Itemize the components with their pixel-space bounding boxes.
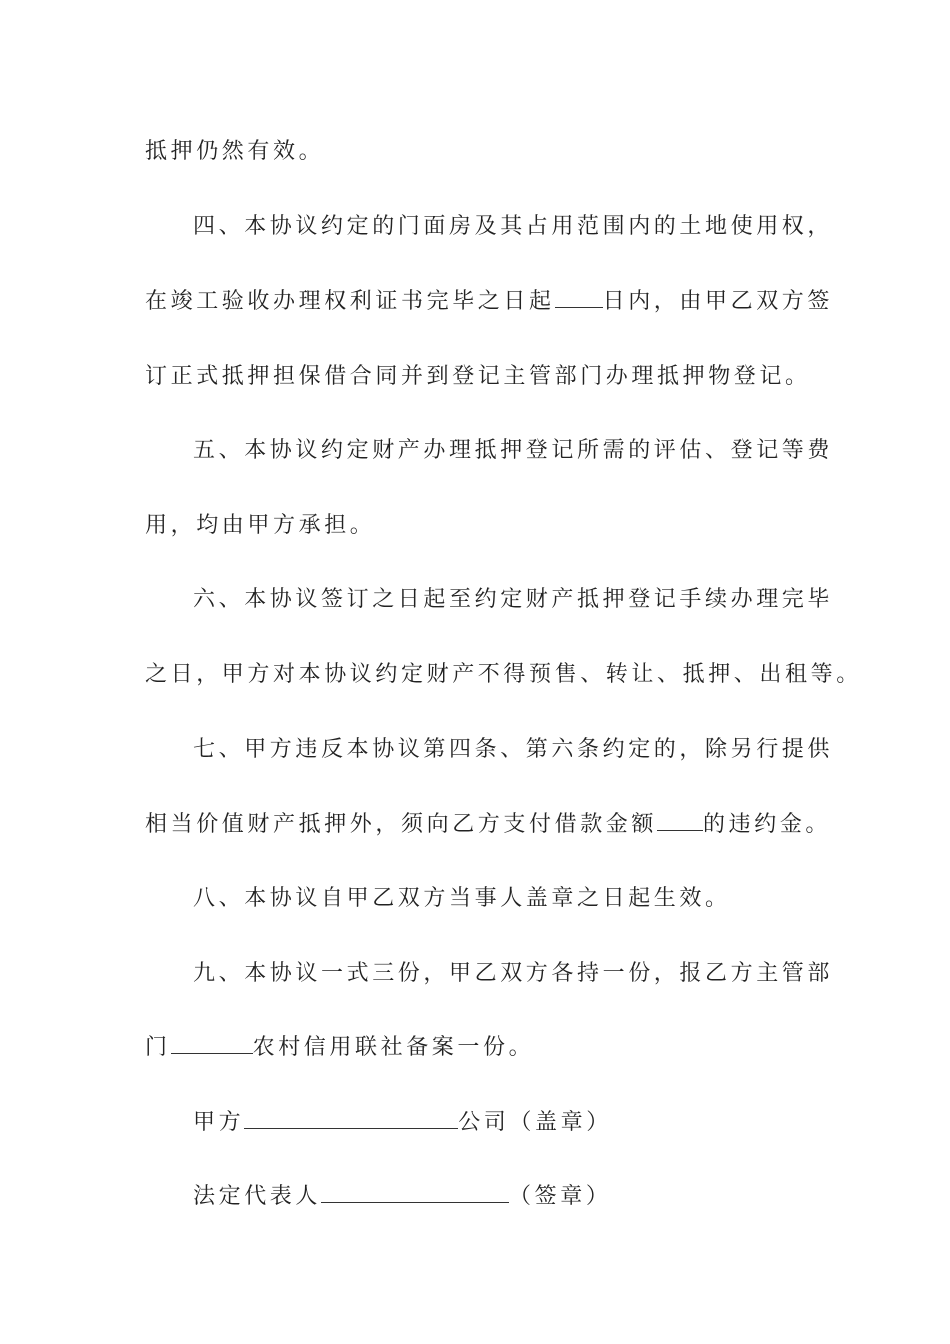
text-line: 农村信用联社备案一份。 bbox=[252, 1035, 535, 1060]
party-a-blank bbox=[244, 1108, 458, 1129]
text-line: 七、甲方违反本协议第四条、第六条约定的，除另行提供 bbox=[193, 737, 834, 762]
legal-rep-blank bbox=[321, 1182, 509, 1203]
clause-8 bbox=[193, 884, 810, 914]
penalty-blank bbox=[657, 810, 703, 831]
clause-6-line-2 bbox=[145, 660, 862, 690]
clause-6-line-1 bbox=[193, 585, 834, 615]
clause-5-line-1 bbox=[193, 436, 834, 466]
text-line: 在竣工验收办理权利证书完毕之日起 bbox=[145, 289, 555, 314]
clause-7-line-2 bbox=[145, 810, 832, 840]
text-line: 九、本协议一式三份，甲乙双方各持一份，报乙方主管部 bbox=[193, 961, 834, 986]
clause-9-line-2 bbox=[145, 1033, 810, 1063]
text-line: 五、本协议约定财产办理抵押登记所需的评估、登记等费 bbox=[193, 438, 834, 463]
legal-rep-label: 法定代表人 bbox=[193, 1184, 322, 1209]
text-line: 的违约金。 bbox=[703, 812, 832, 837]
text-line: 门 bbox=[145, 1035, 171, 1060]
party-a-label: 甲方 bbox=[193, 1110, 245, 1135]
text-line: 相当价值财产抵押外，须向乙方支付借款金额 bbox=[145, 812, 658, 837]
legal-rep-signature bbox=[193, 1182, 810, 1212]
text-line: 四、本协议约定的门面房及其占用范围内的土地使用权， bbox=[193, 214, 834, 239]
text-line: 用，均由甲方承担。 bbox=[145, 513, 376, 538]
days-blank bbox=[555, 287, 603, 308]
party-a-signature bbox=[193, 1108, 810, 1138]
text-line: 八、本协议自甲乙双方当事人盖章之日起生效。 bbox=[193, 886, 731, 911]
clause-4-line-3 bbox=[145, 362, 810, 392]
paragraph-3-end bbox=[145, 137, 810, 167]
clause-5-line-2 bbox=[145, 511, 810, 541]
clause-9-line-1 bbox=[193, 959, 834, 989]
text-line: 订正式抵押担保借合同并到登记主管部门办理抵押物登记。 bbox=[145, 364, 811, 389]
clause-4-line-2 bbox=[145, 287, 834, 317]
text-line: 六、本协议签订之日起至约定财产抵押登记手续办理完毕 bbox=[193, 587, 834, 612]
clause-7-line-1 bbox=[193, 735, 834, 765]
legal-rep-suffix: （签章） bbox=[509, 1184, 612, 1209]
text-line: 之日，甲方对本协议约定财产不得预售、转让、抵押、出租等。 bbox=[145, 662, 862, 687]
text-line: 日内，由甲乙双方签 bbox=[602, 289, 834, 314]
party-a-suffix: 公司（盖章） bbox=[458, 1110, 612, 1135]
department-blank bbox=[171, 1033, 253, 1054]
text-line: 抵押仍然有效。 bbox=[145, 139, 325, 164]
clause-4-line-1 bbox=[193, 212, 834, 242]
